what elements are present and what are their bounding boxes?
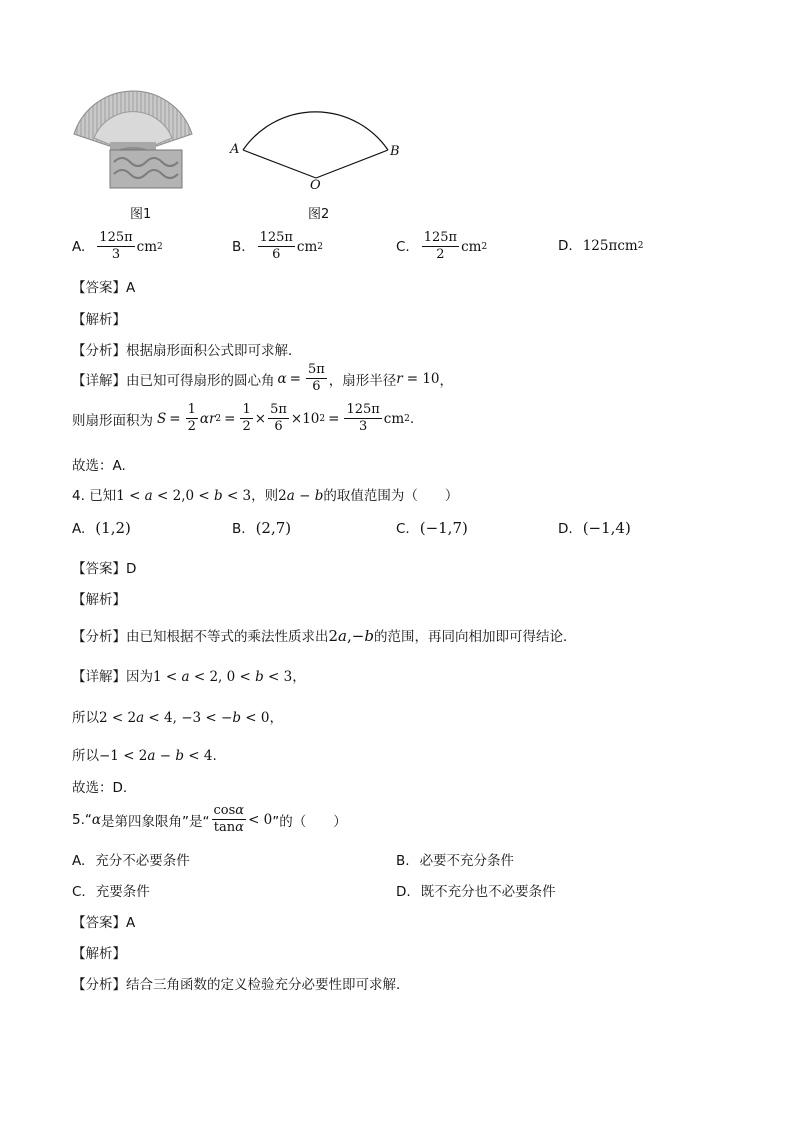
q4-option-d: D. (−1,4) — [558, 519, 631, 537]
option-label: B. — [232, 238, 246, 255]
detail-tag: 【详解】 — [72, 372, 126, 389]
radius-expression: r — [396, 370, 403, 387]
figure1-caption: 图1 — [130, 207, 152, 222]
q4-suoyi-1: 所以2 < 2a < 4, −3 < −b < 0， — [72, 710, 283, 726]
sector-arc — [243, 112, 388, 150]
q3-detail — [72, 362, 453, 395]
q4-conclusion: 故选：D. — [72, 780, 128, 796]
option-label: C. — [396, 238, 410, 255]
figure-fan-photo — [72, 76, 194, 190]
option-unit: cm — [296, 238, 318, 255]
answer-tag: 【答案】 — [72, 280, 126, 296]
q5-option-b: B. 必要不充分条件 — [396, 853, 515, 869]
detail-text: 由已知可得扇形的圆心角 — [126, 372, 275, 389]
alpha-symbol: α — [277, 370, 287, 387]
q3-option-c — [396, 230, 487, 263]
q4-analysis-heading: 【解析】 — [72, 592, 126, 608]
q3-conclusion: 故选：A. — [72, 458, 126, 474]
point-O-label: O — [310, 178, 321, 193]
sector-radius-OA — [243, 150, 316, 178]
option-unit-exponent: 2 — [317, 241, 324, 252]
option-label: D. — [558, 238, 573, 254]
q4-option-c: C. (−1,7) — [396, 519, 468, 537]
stem-text: 已知 — [89, 488, 117, 504]
q5-stem: 5. “ α 是第四象限角”是“ $\frac{\cos\alpha}{\tan\alpha}$ < 0 ”的（ ） — [72, 803, 347, 835]
option-unit-exponent: 2 — [637, 241, 644, 251]
q5-option-c: C. 充要条件 — [72, 884, 150, 900]
q3-answer — [72, 276, 135, 296]
q5-option-a: A. 充分不必要条件 — [72, 853, 190, 869]
answer-value: A — [126, 280, 136, 296]
detail-text-2: ，扇形半径 — [328, 372, 397, 389]
q3-area-formula: 则扇形面积为 S = $\frac{1}{2}$ αr 2 = $\frac{1}{2}$ × $\frac{5\pi}{6}$ ×10 2 = $\frac{125\pi}{3}$ cm 2 . — [72, 402, 415, 434]
option-fraction: $\frac{125\pi}{2}$ — [423, 230, 458, 262]
option-unit-exponent: 2 — [157, 241, 163, 252]
stem-text-post: 的取值范围为（ ） — [323, 488, 459, 504]
q4-answer: 【答案】D — [72, 561, 137, 577]
figure-sector-diagram — [226, 90, 406, 196]
option-unit-exponent: 2 — [481, 241, 488, 252]
q3-option-a — [72, 230, 163, 263]
q5-option-d: D. 既不充分也不必要条件 — [396, 884, 556, 900]
point-A-label: A — [230, 142, 240, 157]
option-fraction: $\frac{125\pi}{3}$ — [99, 230, 133, 262]
q3-fenxi — [72, 339, 302, 359]
point-B-label: B — [390, 144, 400, 159]
detail-text-3: ， — [439, 372, 454, 389]
fan-photo-image — [72, 76, 194, 190]
radius-value: = 10 — [406, 370, 440, 387]
question-number: 5. — [72, 811, 85, 828]
q5-fenxi: 【分析】结合三角函数的定义检验充分必要性即可求解． — [72, 977, 410, 993]
area-prefix: 则扇形面积为 — [72, 412, 153, 429]
option-unit: cm — [461, 238, 482, 255]
q5-answer: 【答案】A — [72, 915, 136, 931]
q4-suoyi-2: 所以−1 < 2a − b < 4. — [72, 748, 217, 764]
option-value: 125πcm — [582, 238, 638, 254]
equals-sign: = — [289, 370, 301, 387]
sector-radius-OB — [316, 150, 388, 178]
alpha-fraction: $\frac{5\pi}{6}$ — [307, 362, 325, 394]
fenxi-text: 根据扇形面积公式即可求解． — [126, 343, 302, 359]
q4-option-a: A. (1,2) — [72, 519, 131, 537]
option-unit: cm — [136, 238, 158, 255]
option-label: A. — [72, 238, 86, 255]
area-suffix: . — [409, 410, 415, 427]
q3-option-d — [558, 238, 643, 254]
q3-analysis-heading: 【解析】 — [72, 312, 126, 328]
q4-stem: 4. 已知1 < a < 2,0 < b < 3，则2a − b的取值范围为（ ） — [72, 488, 459, 504]
fenxi-tag: 【分析】 — [72, 343, 126, 359]
question-number: 4. — [72, 488, 85, 504]
q4-fenxi: 【分析】由已知根据不等式的乘法性质求出2a,−b的范围，再同向相加即可得结论． — [72, 627, 577, 645]
stem-text-mid: ，则 — [251, 488, 279, 504]
option-fraction: $\frac{125\pi}{6}$ — [259, 230, 293, 262]
q5-fraction: $\frac{\cos\alpha}{\tan\alpha}$ — [213, 803, 245, 835]
q5-analysis-heading: 【解析】 — [72, 946, 126, 962]
q4-option-b: B. (2,7) — [232, 519, 292, 537]
q4-detail: 【详解】因为1 < a < 2, 0 < b < 3， — [72, 669, 306, 685]
q3-option-b — [232, 230, 323, 263]
figure2-caption: 图2 — [308, 207, 330, 222]
